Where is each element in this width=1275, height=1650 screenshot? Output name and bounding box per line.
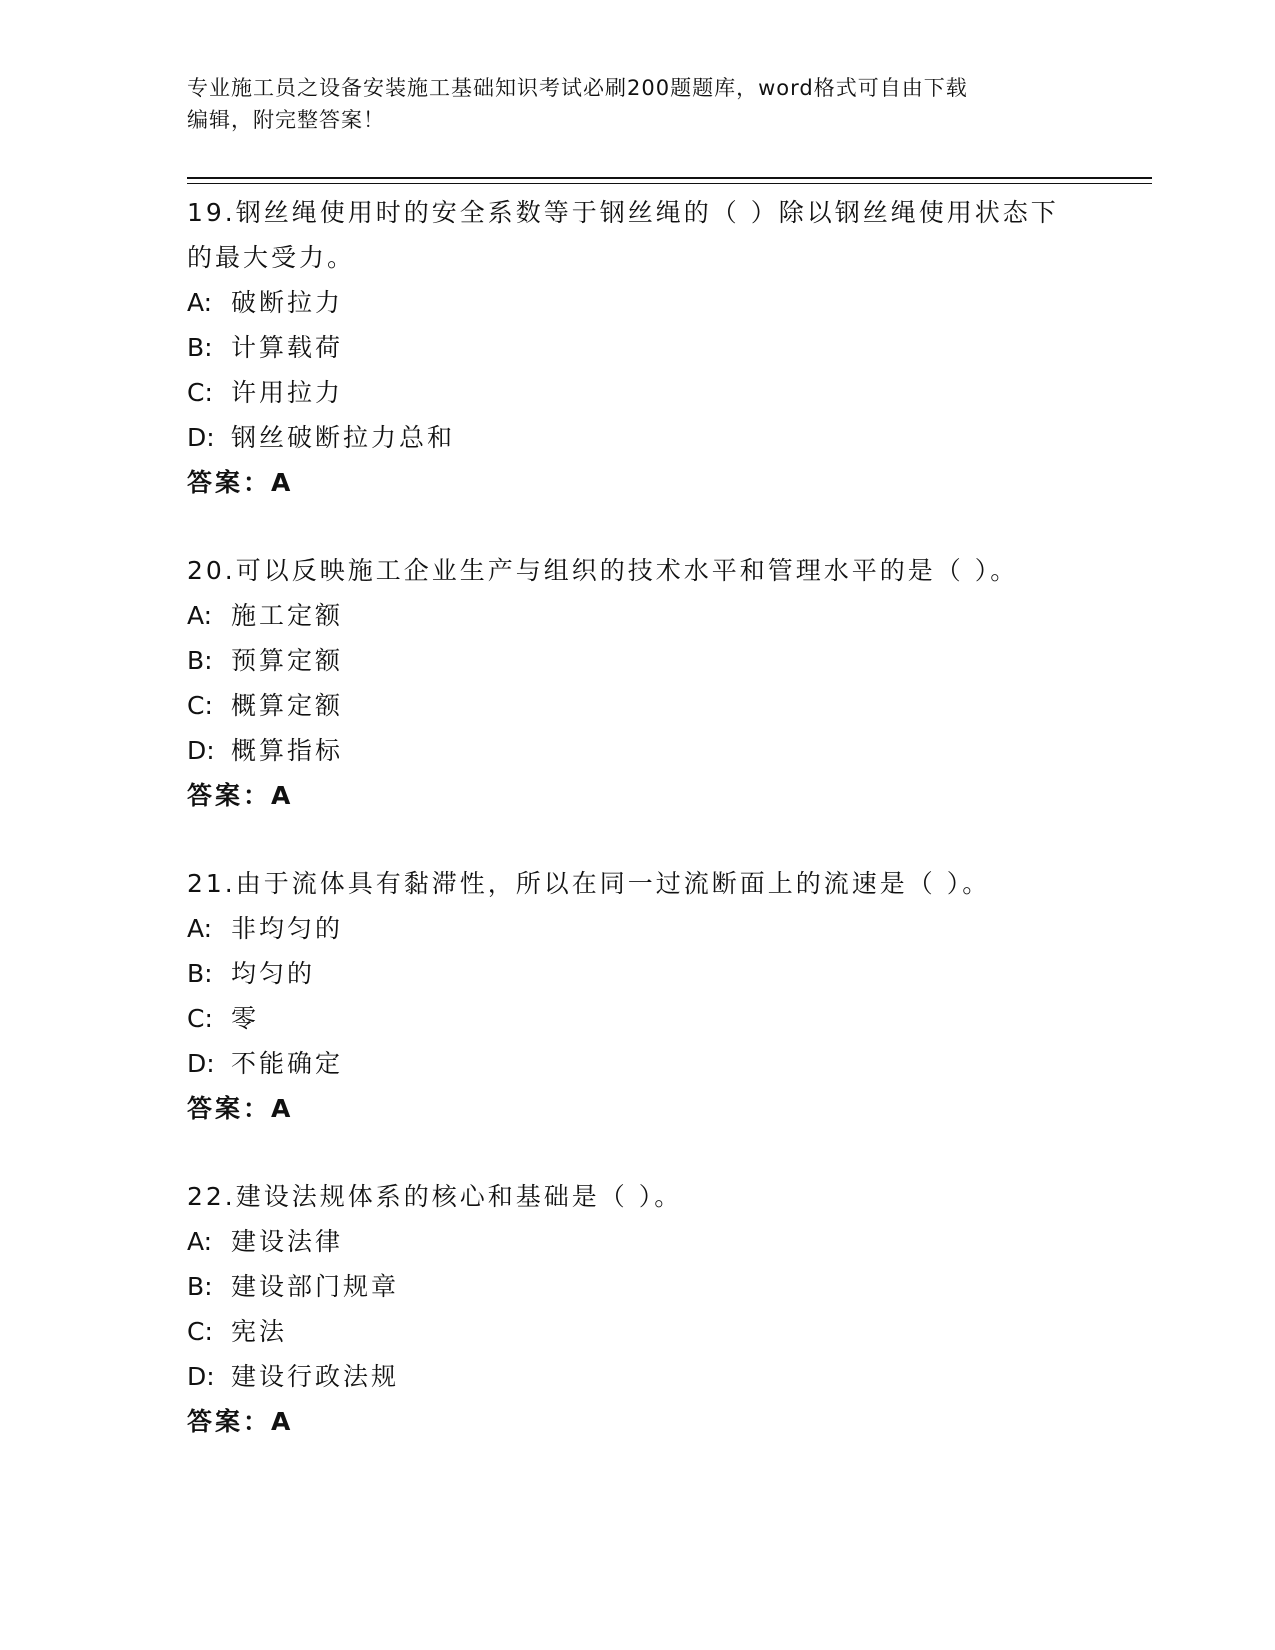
option-a bbox=[187, 906, 1067, 951]
question-20 bbox=[187, 548, 1067, 818]
option-d bbox=[187, 1354, 1067, 1399]
option-key: A: bbox=[187, 288, 213, 317]
option-text: 预算定额 bbox=[231, 646, 344, 675]
option-key: D: bbox=[187, 1049, 215, 1078]
option-a bbox=[187, 593, 1067, 638]
option-text: 建设行政法规 bbox=[231, 1362, 400, 1391]
answer-line: 答案：A bbox=[187, 1094, 294, 1123]
document-header bbox=[187, 72, 1067, 136]
option-d bbox=[187, 728, 1067, 773]
option-key: B: bbox=[187, 959, 213, 988]
question-stem: 20.可以反映施工企业生产与组织的技术水平和管理水平的是（ ）。 bbox=[187, 556, 1019, 585]
option-text: 非均匀的 bbox=[231, 914, 344, 943]
option-text: 概算指标 bbox=[231, 736, 344, 765]
header-divider-thick bbox=[187, 177, 1152, 179]
option-d bbox=[187, 415, 1067, 460]
answer-line: 答案：A bbox=[187, 1407, 294, 1436]
option-key: C: bbox=[187, 691, 213, 720]
option-text: 许用拉力 bbox=[231, 378, 344, 407]
option-text: 均匀的 bbox=[231, 959, 316, 988]
option-b bbox=[187, 1264, 1067, 1309]
option-key: C: bbox=[187, 1317, 213, 1346]
option-text: 施工定额 bbox=[231, 601, 344, 630]
answer-line: 答案：A bbox=[187, 781, 294, 810]
option-c bbox=[187, 683, 1067, 728]
option-key: A: bbox=[187, 1227, 213, 1256]
header-line-1: 专业施工员之设备安装施工基础知识考试必刷200题题库，word格式可自由下载 bbox=[187, 76, 968, 100]
option-key: D: bbox=[187, 1362, 215, 1391]
option-key: A: bbox=[187, 914, 213, 943]
option-text: 宪法 bbox=[231, 1317, 288, 1346]
option-text: 钢丝破断拉力总和 bbox=[231, 423, 456, 452]
option-text: 计算载荷 bbox=[231, 333, 344, 362]
option-text: 建设部门规章 bbox=[231, 1272, 400, 1301]
option-key: B: bbox=[187, 646, 213, 675]
question-list bbox=[187, 190, 1067, 1487]
option-text: 零 bbox=[231, 1004, 260, 1033]
answer-line: 答案：A bbox=[187, 468, 294, 497]
option-text: 破断拉力 bbox=[231, 288, 344, 317]
header-divider-thin bbox=[187, 183, 1152, 184]
option-text: 不能确定 bbox=[231, 1049, 344, 1078]
question-19 bbox=[187, 190, 1067, 505]
option-b bbox=[187, 638, 1067, 683]
question-stem: 19.钢丝绳使用时的安全系数等于钢丝绳的（ ）除以钢丝绳使用状态下的最大受力。 bbox=[187, 198, 1059, 272]
option-a bbox=[187, 280, 1067, 325]
option-c bbox=[187, 1309, 1067, 1354]
question-22 bbox=[187, 1174, 1067, 1444]
option-key: A: bbox=[187, 601, 213, 630]
option-key: B: bbox=[187, 333, 213, 362]
option-key: D: bbox=[187, 736, 215, 765]
question-stem: 21.由于流体具有黏滞性，所以在同一过流断面上的流速是（ ）。 bbox=[187, 869, 991, 898]
option-c bbox=[187, 996, 1067, 1041]
option-a bbox=[187, 1219, 1067, 1264]
option-b bbox=[187, 951, 1067, 996]
option-text: 概算定额 bbox=[231, 691, 344, 720]
option-key: B: bbox=[187, 1272, 213, 1301]
option-key: C: bbox=[187, 1004, 213, 1033]
question-stem: 22.建设法规体系的核心和基础是（ ）。 bbox=[187, 1182, 683, 1211]
option-c bbox=[187, 370, 1067, 415]
option-key: D: bbox=[187, 423, 215, 452]
option-b bbox=[187, 325, 1067, 370]
option-text: 建设法律 bbox=[231, 1227, 344, 1256]
header-line-2: 编辑，附完整答案！ bbox=[187, 108, 385, 132]
question-21 bbox=[187, 861, 1067, 1131]
option-key: C: bbox=[187, 378, 213, 407]
option-d bbox=[187, 1041, 1067, 1086]
